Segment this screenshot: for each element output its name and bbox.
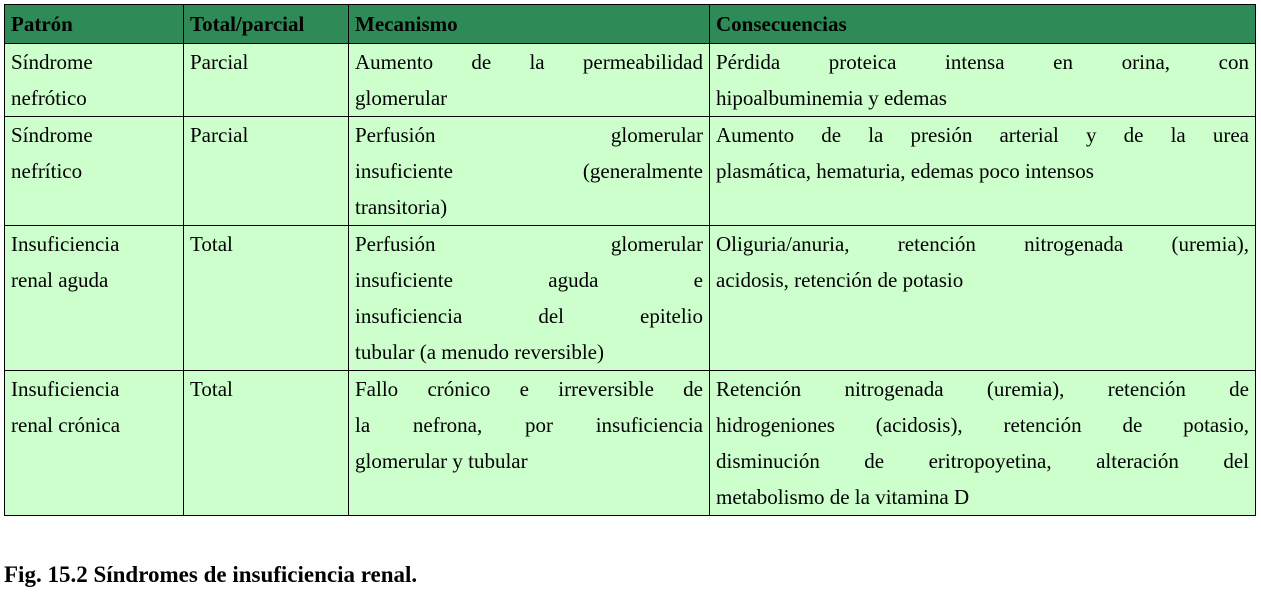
table-row: [5, 44, 1256, 117]
cell-line: Parcial: [190, 123, 249, 147]
cell-mecanismo: [349, 44, 710, 117]
table-header-row: [5, 5, 1256, 44]
cell-line: Total: [190, 232, 233, 256]
cell-line: Aumento de la permeabilidad: [355, 50, 703, 74]
header-total-parcial: Total/parcial: [184, 5, 349, 44]
cell-line: renal aguda: [11, 268, 109, 292]
cell-mecanismo: [349, 117, 710, 226]
cell-patron: [5, 44, 184, 117]
cell-line: Insuficiencia: [11, 232, 120, 256]
cell-mecanismo: [349, 371, 710, 516]
cell-line: insuficiencia del epitelio: [355, 304, 703, 328]
cell-line: hidrogeniones (acidosis), retención de potasio,: [716, 413, 1249, 437]
cell-line: Aumento de la presión arterial y de la urea: [716, 123, 1249, 147]
cell-patron: [5, 117, 184, 226]
cell-line: plasmática, hematuria, edemas poco intensos: [716, 159, 1094, 183]
cell-line: tubular (a menudo reversible): [355, 340, 604, 364]
cell-line: Perfusión glomerular: [355, 232, 703, 256]
cell-consecuencias: [710, 226, 1256, 371]
cell-tipo: [184, 226, 349, 371]
cell-consecuencias: [710, 371, 1256, 516]
cell-line: acidosis, retención de potasio: [716, 268, 964, 292]
cell-line: Insuficiencia: [11, 377, 120, 401]
header-mecanismo: Mecanismo: [349, 5, 710, 44]
cell-patron: [5, 371, 184, 516]
cell-line: nefrótico: [11, 86, 87, 110]
cell-consecuencias: [710, 44, 1256, 117]
cell-line: disminución de eritropoyetina, alteración del: [716, 449, 1249, 473]
cell-line: insuficiente aguda e: [355, 268, 703, 292]
cell-line: nefrítico: [11, 159, 83, 183]
cell-tipo: [184, 371, 349, 516]
cell-consecuencias: [710, 117, 1256, 226]
cell-line: Retención nitrogenada (uremia), retención de: [716, 377, 1249, 401]
cell-line: Total: [190, 377, 233, 401]
figure-caption: Fig. 15.2 Síndromes de insuficiencia renal.: [4, 562, 418, 587]
cell-line: insuficiente (generalmente: [355, 159, 703, 183]
renal-syndromes-table-wrapper: [4, 4, 1255, 516]
cell-line: metabolismo de la vitamina D: [716, 485, 970, 509]
cell-line: Síndrome: [11, 50, 93, 74]
cell-tipo: [184, 44, 349, 117]
table-row: [5, 371, 1256, 516]
cell-line: Fallo crónico e irreversible de: [355, 377, 703, 401]
cell-mecanismo: [349, 226, 710, 371]
renal-syndromes-table: [4, 4, 1256, 516]
cell-line: glomerular y tubular: [355, 449, 528, 473]
cell-line: hipoalbuminemia y edemas: [716, 86, 947, 110]
cell-line: Pérdida proteica intensa en orina, con: [716, 50, 1249, 74]
cell-line: Parcial: [190, 50, 249, 74]
header-patron: Patrón: [5, 5, 184, 44]
cell-line: glomerular: [355, 86, 448, 110]
header-consecuencias: Consecuencias: [710, 5, 1256, 44]
cell-tipo: [184, 117, 349, 226]
cell-patron: [5, 226, 184, 371]
cell-line: renal crónica: [11, 413, 121, 437]
table-row: [5, 226, 1256, 371]
cell-line: Perfusión glomerular: [355, 123, 703, 147]
cell-line: transitoria): [355, 195, 448, 219]
cell-line: Síndrome: [11, 123, 93, 147]
table-row: [5, 117, 1256, 226]
cell-line: la nefrona, por insuficiencia: [355, 413, 703, 437]
cell-line: Oliguria/anuria, retención nitrogenada (uremia),: [716, 232, 1249, 256]
